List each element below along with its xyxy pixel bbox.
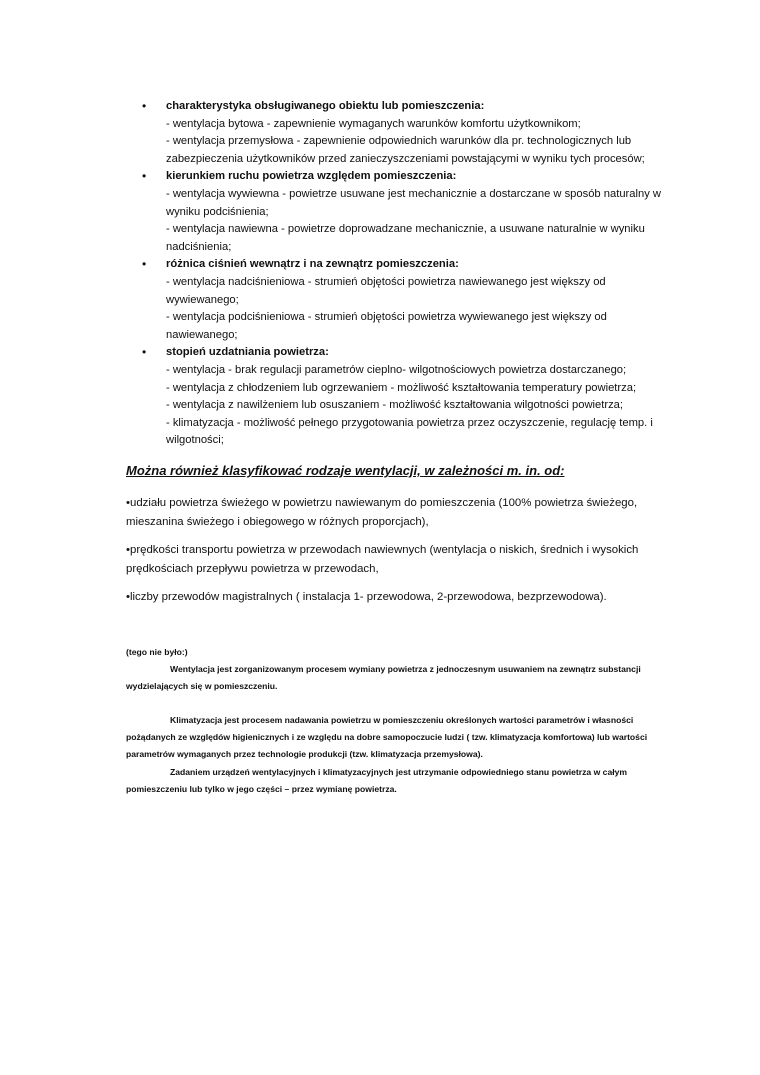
bullet-item [140, 256, 680, 344]
bullet-marker: • [142, 345, 147, 360]
bullet-heading: kierunkiem ruchu powietrza względem pomieszczenia: [166, 170, 457, 183]
bullet-line: - wentylacja wywiewna - powietrze usuwane jest mechanicznie a dostarczane w sposób naturalny w wyniku podciśnienia; [166, 187, 661, 218]
bullet-heading: charakterystyka obsługiwanego obiektu lub pomieszczenia: [166, 100, 485, 112]
bullet-line: - wentylacja - brak regulacji parametrów cieplno- wilgotnościowych powietrza dostarczanego; [166, 363, 627, 376]
note-label: (tego nie było:) [126, 647, 188, 657]
bullet-heading: stopień uzdatniania powietrza: [166, 346, 329, 359]
classification-paragraph: •prędkości transportu powietrza w przewodach nawiewnych (wentylacja o niskich, średnich i wysokich prędkościach przepływu powietrza w przewodach, [126, 544, 639, 575]
definition-paragraph [126, 712, 666, 763]
bullet-item [140, 168, 680, 256]
definition-text: Zadaniem urządzeń wentylacyjnych i klimatyzacyjnych jest utrzymanie odpowiedniego stanu powietrza w całym pomieszczeniu lub tylko w jego części – przez wymianę powietrza. [126, 767, 628, 794]
bullet-item [140, 98, 680, 168]
bullet-line: - wentylacja z nawilżeniem lub osuszaniem - możliwość kształtowania wilgotności powietrza; [166, 399, 624, 412]
bullet-heading: różnica ciśnień wewnątrz i na zewnątrz pomieszczenia: [166, 258, 459, 271]
definition-text: Wentylacja jest zorganizowanym procesem wymiany powietrza z jednoczesnym usuwaniem na zewnątrz substancji wydzielających się w pomieszczeniu. [126, 664, 641, 691]
bullet-marker: • [142, 169, 147, 184]
bullet-line: - klimatyzacja - możliwość pełnego przygotowania powietrza przez oczyszczenie, regulację temp. i wilgotności; [166, 416, 653, 447]
bullet-item [140, 344, 680, 450]
definition-paragraph [126, 764, 666, 798]
bullet-line: - wentylacja nadciśnieniowa - strumień objętości powietrza nawiewanego jest większy od wywiewanego; [166, 275, 606, 306]
classification-bullet-list [140, 98, 680, 450]
bullet-line: - wentylacja bytowa - zapewnienie wymaganych warunków komfortu użytkownikom; [166, 117, 581, 130]
definition-paragraph [126, 661, 666, 695]
classification-paragraph: •udziału powietrza świeżego w powietrzu nawiewanym do pomieszczenia (100% powietrza świeżego, mieszanina świeżego i obiegowego w różnych proporcjach), [126, 497, 638, 528]
definition-text: Klimatyzacja jest procesem nadawania powietrzu w pomieszczeniu określonych wartości parametrów i własności pożądanych ze względów higienicznych i ze względu na dobre samopoczucie ludzi ( tzw. klimatyzacja komfortowa) lub wartości parametrów wymaganych przez technologie produkcji (tzw. klimatyzacja przemysłowa). [126, 715, 648, 759]
bullet-line: - wentylacja przemysłowa - zapewnienie odpowiednich warunków dla pr. technologicznych lub zabezpieczenia użytkowników przed zanieczyszczeniami powstającymi w wyniku tych procesów; [166, 135, 645, 165]
classification-heading: Można również klasyfikować rodzaje wentylacji, w zależności m. in. od: [126, 463, 565, 478]
bullet-marker: • [142, 99, 147, 113]
bullet-line: - wentylacja z chłodzeniem lub ogrzewaniem - możliwość kształtowania temperatury powietrza; [166, 381, 637, 394]
bullet-line: - wentylacja podciśnieniowa - strumień objętości powietrza wywiewanego jest większy od nawiewanego; [166, 311, 607, 341]
bullet-marker: • [142, 257, 147, 272]
classification-paragraph: •liczby przewodów magistralnych ( instalacja 1- przewodowa, 2-przewodowa, bezprzewodowa). [126, 591, 607, 603]
bullet-line: - wentylacja nawiewna - powietrze doprowadzane mechanicznie, a usuwane naturalnie w wyniku nadciśnienia; [166, 223, 645, 253]
